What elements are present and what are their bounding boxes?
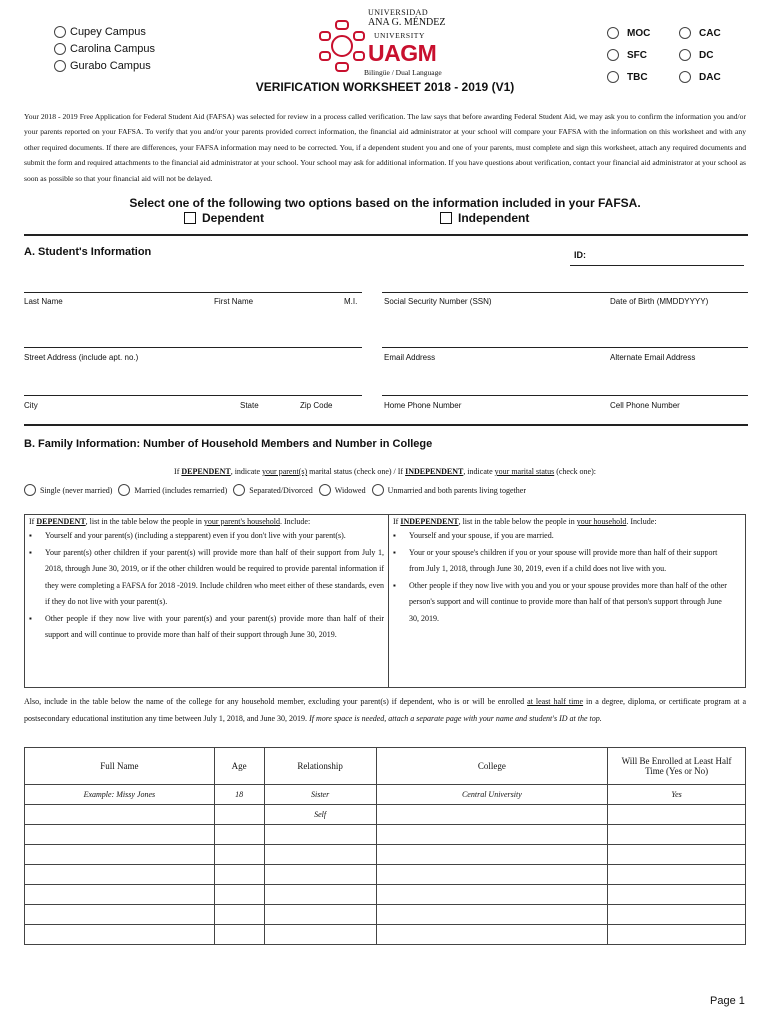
also-paragraph: Also, include in the table below the name of the college for any household member, excluding your parent(s) if dependent, who is or will be enrolled at least half time in a degree, diploma, or certificate program at a postsecondary educational institution any time between July 1, 2018, and June 30, 2019. If more space is needed, attach a separate page with your name and student's ID at the top. <box>24 697 747 723</box>
radio-icon[interactable] <box>118 484 130 496</box>
radio-icon[interactable] <box>372 484 384 496</box>
table-row[interactable] <box>25 845 746 865</box>
checkbox-icon[interactable] <box>440 212 452 224</box>
bullet-icon: ▪ <box>393 580 396 590</box>
logo-emblem-icon <box>316 18 368 74</box>
marital-options <box>24 484 526 496</box>
header-relationship: Relationship <box>264 748 376 785</box>
list-item: ▪ Yourself and your spouse, if you are married. <box>393 528 733 545</box>
marital-prompt: If DEPENDENT, indicate your parent(s) marital status (check one) / If INDEPENDENT, indicate your marital status (check one): <box>174 467 596 476</box>
table-row-self: Self <box>25 805 746 825</box>
campus-option[interactable]: Cupey Campus <box>54 23 155 40</box>
divider <box>24 234 748 236</box>
radio-icon[interactable] <box>54 26 66 38</box>
marital-option-label: Separated/Divorced <box>249 485 313 495</box>
campus-option[interactable]: Carolina Campus <box>54 40 155 57</box>
location-option[interactable]: MOC <box>607 22 679 44</box>
header-full-name: Full Name <box>25 748 215 785</box>
alt-email-label: Alternate Email Address <box>610 353 696 362</box>
ssn-label: Social Security Number (SSN) <box>384 297 492 306</box>
location-option[interactable]: CAC <box>679 22 751 44</box>
email-field[interactable] <box>382 347 748 348</box>
university-logo <box>312 8 462 78</box>
state-label: State <box>240 401 259 410</box>
checkbox-icon[interactable] <box>184 212 196 224</box>
page-title: VERIFICATION WORKSHEET 2018 - 2019 (V1) <box>255 80 515 94</box>
divider <box>24 424 748 426</box>
dependent-option[interactable]: Dependent <box>184 211 264 225</box>
first-name-label: First Name <box>214 297 254 306</box>
radio-icon[interactable] <box>607 27 619 39</box>
header-college: College <box>376 748 608 785</box>
zip-label: Zip Code <box>300 401 333 410</box>
page-number: Page 1 <box>710 995 745 1007</box>
bullet-icon: ▪ <box>29 547 32 557</box>
bullet-icon: ▪ <box>29 531 32 540</box>
marital-option-label: Single (never married) <box>40 485 113 495</box>
radio-icon[interactable] <box>233 484 245 496</box>
logo-line2: ANA G. MÉNDEZ <box>368 17 446 28</box>
marital-option-label: Widowed <box>334 485 366 495</box>
mi-label: M.I. <box>344 297 358 306</box>
logo-line1: UNIVERSIDAD <box>368 8 429 17</box>
city-label: City <box>24 401 38 410</box>
dependent-column: If DEPENDENT, list in the table below the people in your parent's household. Include: ▪ Yourself and your parent(s) (including a stepparent) even if you don't live with your parent(s). ▪ Your parent(s) other children if your parent(s) will provide more than half of their support from July 1, 2018, through June 30, 2019, or if the other children would be required to provide parental information if they were completing a FAFSA for 2018 -2019. Include children who meet either of these standards, even if they do not live with your parent(s). ▪ Other people if they now live with your parent(s) and your parent(s) provide more than half of their support and will continue to provide more than half of their support through June 30, 2019. <box>29 517 384 644</box>
independent-option[interactable]: Independent <box>440 211 529 225</box>
marital-option-label: Married (includes remarried) <box>134 485 228 495</box>
radio-icon[interactable] <box>24 484 36 496</box>
radio-icon[interactable] <box>319 484 331 496</box>
name-field[interactable] <box>24 292 362 293</box>
table-header-row <box>25 748 746 785</box>
logo-line3: UNIVERSITY <box>374 31 425 40</box>
radio-icon[interactable] <box>607 49 619 61</box>
radio-icon[interactable] <box>679 49 691 61</box>
city-field[interactable] <box>24 395 362 396</box>
select-heading: Select one of the following two options based on the information included in your FAFSA. <box>129 196 641 210</box>
household-table <box>24 747 746 945</box>
logo-tagline: Bilingüe / Dual Language <box>364 68 442 77</box>
list-item: ▪ Other people if they now live with your parent(s) and your parent(s) provide more than half of their support and will continue to provide more than half of their support through June 30, 2019. <box>29 611 384 644</box>
list-item: ▪ Other people if they now live with you and you or your spouse provides more than half of the other person's support and will continue to provide more than half of that person's support through June 30, 2019. <box>393 578 733 628</box>
intro-paragraph: Your 2018 - 2019 Free Application for Federal Student Aid (FAFSA) was selected for review in a process called verification. The law says that before awarding Federal Student Aid, we may ask you to confirm the information you and/or your parents reported on your FAFSA. To verify that you and/or your parents provided correct information, the financial aid administrator at your school will compare your FAFSA with the information on this worksheet and with any other required documents. If there are differences, your FAFSA information may need to be corrected. You, if a dependent student you and one of your parents, must complete and sign this worksheet, attach any required documents and submit the form and required attachments to the financial aid administrator at your school. Your school may ask for additional information. If you have questions about verification, contact your financial aid administrator at your school as soon as possible so that your financial aid will not be delayed. <box>24 112 746 183</box>
list-item: ▪ Your parent(s) other children if your parent(s) will provide more than half of their support from July 1, 2018, through June 30, 2019, or if the other children would be required to provide parental information if they were completing a FAFSA for 2018 -2019. Include children who meet either of these standards, even if they do not live with your parent(s). <box>29 545 384 611</box>
header-age: Age <box>214 748 264 785</box>
radio-icon[interactable] <box>54 60 66 72</box>
independent-column: If INDEPENDENT, list in the table below the people in your household. Include: ▪ Yourself and your spouse, if you are married. ▪ Your or your spouse's children if you or your spouse will provide more than half of their support from July 1, 2018, through June 30, 2019, even if a child does not live with you. ▪ Other people if they now live with you and you or your spouse provides more than half of the other person's support and will continue to provide more than half of that person's support through June 30, 2019. <box>393 517 733 627</box>
id-label: ID: <box>574 250 586 260</box>
column-divider <box>388 515 389 687</box>
instructions-box <box>24 514 746 688</box>
table-row[interactable] <box>25 905 746 925</box>
bullet-icon: ▪ <box>393 547 396 557</box>
home-phone-label: Home Phone Number <box>384 401 462 410</box>
campus-option[interactable]: Gurabo Campus <box>54 57 155 74</box>
header-enrolled: Will Be Enrolled at Least Half Time (Yes or No) <box>608 748 746 785</box>
dob-label: Date of Birth (MMDDYYYY) <box>610 297 709 306</box>
table-row[interactable] <box>25 865 746 885</box>
location-option[interactable]: DC <box>679 44 751 66</box>
email-label: Email Address <box>384 353 436 362</box>
street-field[interactable] <box>24 347 362 348</box>
ssn-dob-field[interactable] <box>382 292 748 293</box>
street-label: Street Address (include apt. no.) <box>24 353 139 362</box>
section-b-title: B. Family Information: Number of Household Members and Number in College <box>24 438 433 450</box>
id-field[interactable] <box>570 265 744 266</box>
radio-icon[interactable] <box>679 27 691 39</box>
marital-option-label: Unmarried and both parents living together <box>387 485 526 495</box>
section-a-title: A. Student's Information <box>24 246 152 258</box>
list-item: ▪ Your or your spouse's children if you or your spouse will provide more than half of their support from July 1, 2018, through June 30, 2019, even if a child does not live with you. <box>393 545 733 578</box>
table-row[interactable] <box>25 825 746 845</box>
table-row-example: Example: Missy Jones 18 Sister Central University Yes <box>25 785 746 805</box>
last-name-label: Last Name <box>24 297 63 306</box>
location-group <box>607 22 757 88</box>
campus-group <box>54 23 155 74</box>
radio-icon[interactable] <box>54 43 66 55</box>
phone-field[interactable] <box>382 395 748 396</box>
location-option[interactable]: SFC <box>607 44 679 66</box>
bullet-icon: ▪ <box>29 613 32 623</box>
cell-phone-label: Cell Phone Number <box>610 401 680 410</box>
table-row[interactable] <box>25 925 746 945</box>
bullet-icon: ▪ <box>393 531 396 540</box>
location-option[interactable]: DAC <box>679 66 751 88</box>
logo-brand: UAGM <box>368 40 437 66</box>
location-option[interactable]: TBC <box>607 66 679 88</box>
list-item: ▪ Yourself and your parent(s) (including a stepparent) even if you don't live with your parent(s). <box>29 528 384 545</box>
table-row[interactable] <box>25 885 746 905</box>
